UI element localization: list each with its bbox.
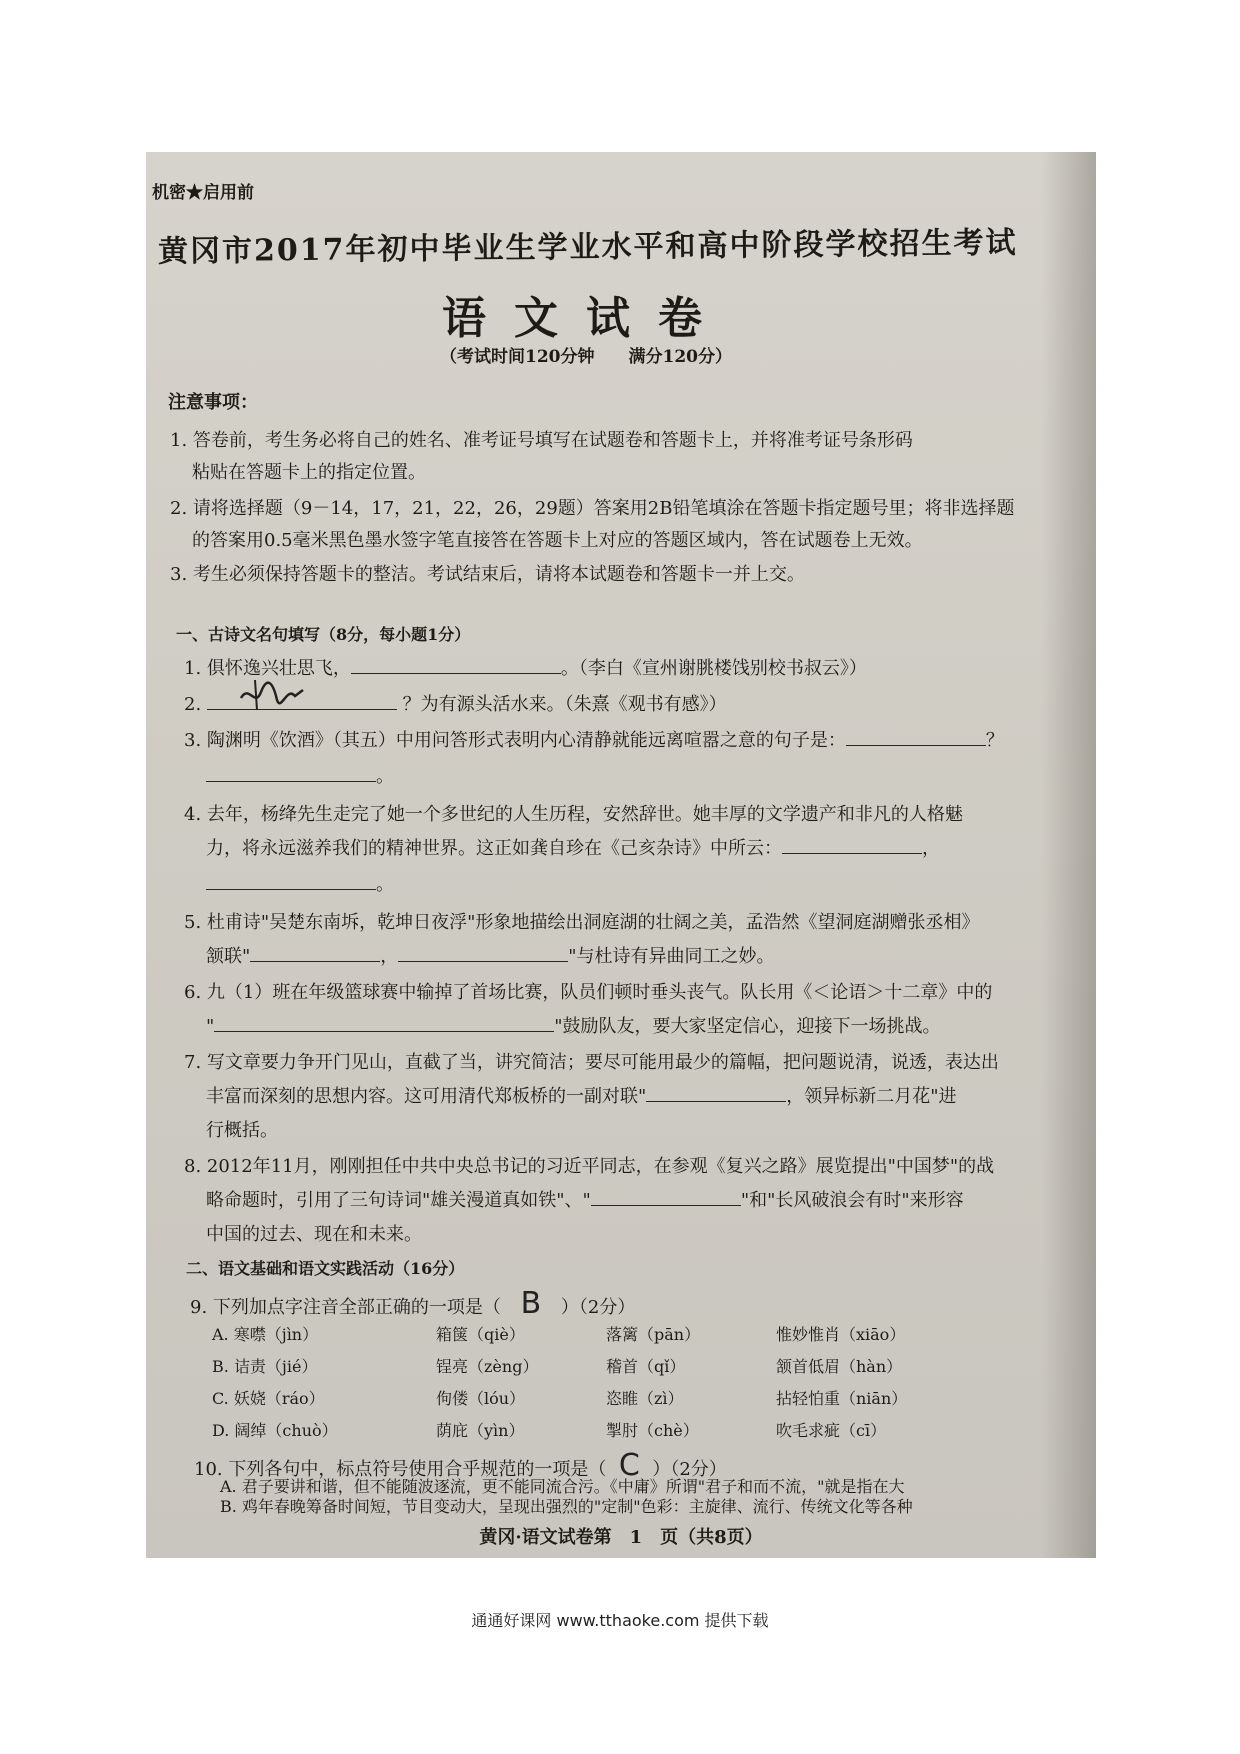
notice-item: 的答案用0.5毫米黑色墨水签字笔直接答在答题卡上对应的答题区域内，答在试题卷上无效。 — [192, 530, 923, 551]
notice-item: 粘贴在答题卡上的指定位置。 — [192, 462, 426, 483]
section-heading: 二、语文基础和语文实践活动（16分） — [186, 1259, 465, 1278]
option-b-item: 锃亮（zèng） — [436, 1357, 539, 1376]
question-3: 3. 陶渊明《饮酒》（其五）中用问答形式表明内心清静就能远离喧嚣之意的句子是： ？ — [184, 730, 1004, 751]
option-a-item: 箱箧（qiè） — [436, 1325, 525, 1344]
section-heading: 一、古诗文名句填写（8分，每小题1分） — [176, 625, 471, 644]
download-site-line: 通通好课网 www.tthaoke.com 提供下载 — [471, 1611, 769, 1630]
question-10: 10. 下列各句中，标点符号使用合乎规范的一项是（ C ）（2分） — [194, 1448, 727, 1483]
question-8-cont: 中国的过去、现在和未来。 — [206, 1224, 422, 1245]
question-7: 7. 写文章要力争开门见山，直截了当，讲究简洁；要尽可能用最少的篇幅，把问题说清，说透，表达出 — [184, 1052, 999, 1073]
question-4: 4. 去年，杨绛先生走完了她一个多世纪的人生历程，安然辞世。她丰厚的文学遗产和非凡的人格魅 — [184, 804, 963, 825]
question-1: 1. 俱怀逸兴壮思飞， 。（李白《宣州谢朓楼饯别校书叔云》） — [184, 658, 867, 679]
option-b-item: 颔首低眉（hàn） — [776, 1357, 903, 1376]
question-10-option-a: A. 君子要讲和谐，但不能随波逐流，更不能同流合污。《中庸》所谓"君子和而不流，"就是指在大 — [220, 1477, 905, 1496]
option-c-item: 恣睢（zì） — [606, 1389, 684, 1408]
option-d-item: 荫庇（yìn） — [436, 1421, 525, 1440]
time-info: （考试时间120分钟 满分120分） — [440, 347, 732, 367]
notice-item: 1. 答卷前，考生务必将自己的姓名、准考证号填写在试题卷和答题卡上，并将准考证号条形码 — [170, 430, 913, 451]
question-10-option-b: B. 鸡年春晚筹备时间短，节目变动大，呈现出强烈的"定制"色彩：主旋律、流行、传统文化等各种 — [220, 1497, 913, 1516]
handwritten-answer: B — [520, 1286, 542, 1321]
question-7-cont: 丰富而深刻的思想内容。这可用清代郑板桥的一副对联" ，领异标新二月花"进 — [206, 1086, 957, 1107]
exam-title: 黄冈市2017年初中毕业生学业水平和高中阶段学校招生考试 — [157, 225, 1018, 270]
option-c-item: 佝偻（lóu） — [436, 1389, 526, 1408]
question-8-cont: 略命题时，引用了三句诗词"雄关漫道真如铁"、" "和"长风破浪会有时"来形容 — [206, 1190, 964, 1211]
question-6-cont: " "鼓励队友，要大家坚定信心，迎接下一场挑战。 — [206, 1016, 941, 1037]
question-5: 5. 杜甫诗"吴楚东南坼，乾坤日夜浮"形象地描绘出洞庭湖的壮阔之美，孟浩然《望洞庭湖赠张丞相》 — [184, 912, 980, 933]
option-b-item: 稽首（qǐ） — [606, 1357, 686, 1376]
option-c: C. 妖娆（ráo） — [212, 1389, 325, 1408]
option-d: D. 阔绰（chuò） — [212, 1421, 338, 1440]
page-footer: 黄冈·语文试卷第 1 页（共8页） — [479, 1527, 763, 1548]
handwritten-answer: C — [618, 1448, 640, 1483]
notice-heading: 注意事项： — [168, 392, 258, 413]
question-4-cont: 力，将永远滋养我们的精神世界。这正如龚自珍在《己亥杂诗》中所云： ， — [206, 838, 940, 859]
question-4-cont: 。 — [206, 870, 394, 896]
handwriting-scribble — [237, 678, 307, 712]
question-2: 2. ？为有源头活水来。（朱熹《观书有感》） — [184, 690, 727, 716]
notice-item: 3. 考生必须保持答题卡的整洁。考试结束后，请将本试题卷和答题卡一并上交。 — [170, 564, 805, 585]
option-d-item: 掣肘（chè） — [606, 1421, 699, 1440]
option-d-item: 吹毛求疵（cī） — [776, 1421, 887, 1440]
subject-title: 语文试卷 — [442, 293, 730, 344]
question-3-cont: 。 — [206, 762, 394, 788]
exam-photo — [146, 152, 1096, 1558]
question-6: 6. 九（1）班在年级篮球赛中输掉了首场比赛，队员们顿时垂头丧气。队长用《＜论语＞十二章》中的 — [184, 982, 993, 1003]
notice-item: 2. 请将选择题（9－14，17，21，22，26，29题）答案用2B铅笔填涂在答题卡指定题号里；将非选择题 — [170, 498, 1015, 519]
page-fold-shadow — [1041, 152, 1096, 1558]
confidential-mark: 机密★启用前 — [152, 183, 254, 203]
question-8: 8. 2012年11月，刚刚担任中共中央总书记的习近平同志，在参观《复兴之路》展览提出"中国梦"的战 — [184, 1156, 995, 1177]
option-a-item: 惟妙惟肖（xiāo） — [776, 1325, 906, 1344]
question-7-cont: 行概括。 — [206, 1120, 278, 1141]
option-b: B. 诘责（jié） — [212, 1357, 318, 1376]
option-c-item: 拈轻怕重（niān） — [776, 1389, 908, 1408]
option-a: A. 寒噤（jìn） — [212, 1325, 319, 1344]
option-a-item: 落篱（pān） — [606, 1325, 701, 1344]
question-5-cont: 颔联" ， "与杜诗有异曲同工之妙。 — [206, 946, 775, 967]
question-9: 9. 下列加点字注音全部正确的一项是（ B ）（2分） — [190, 1286, 636, 1321]
